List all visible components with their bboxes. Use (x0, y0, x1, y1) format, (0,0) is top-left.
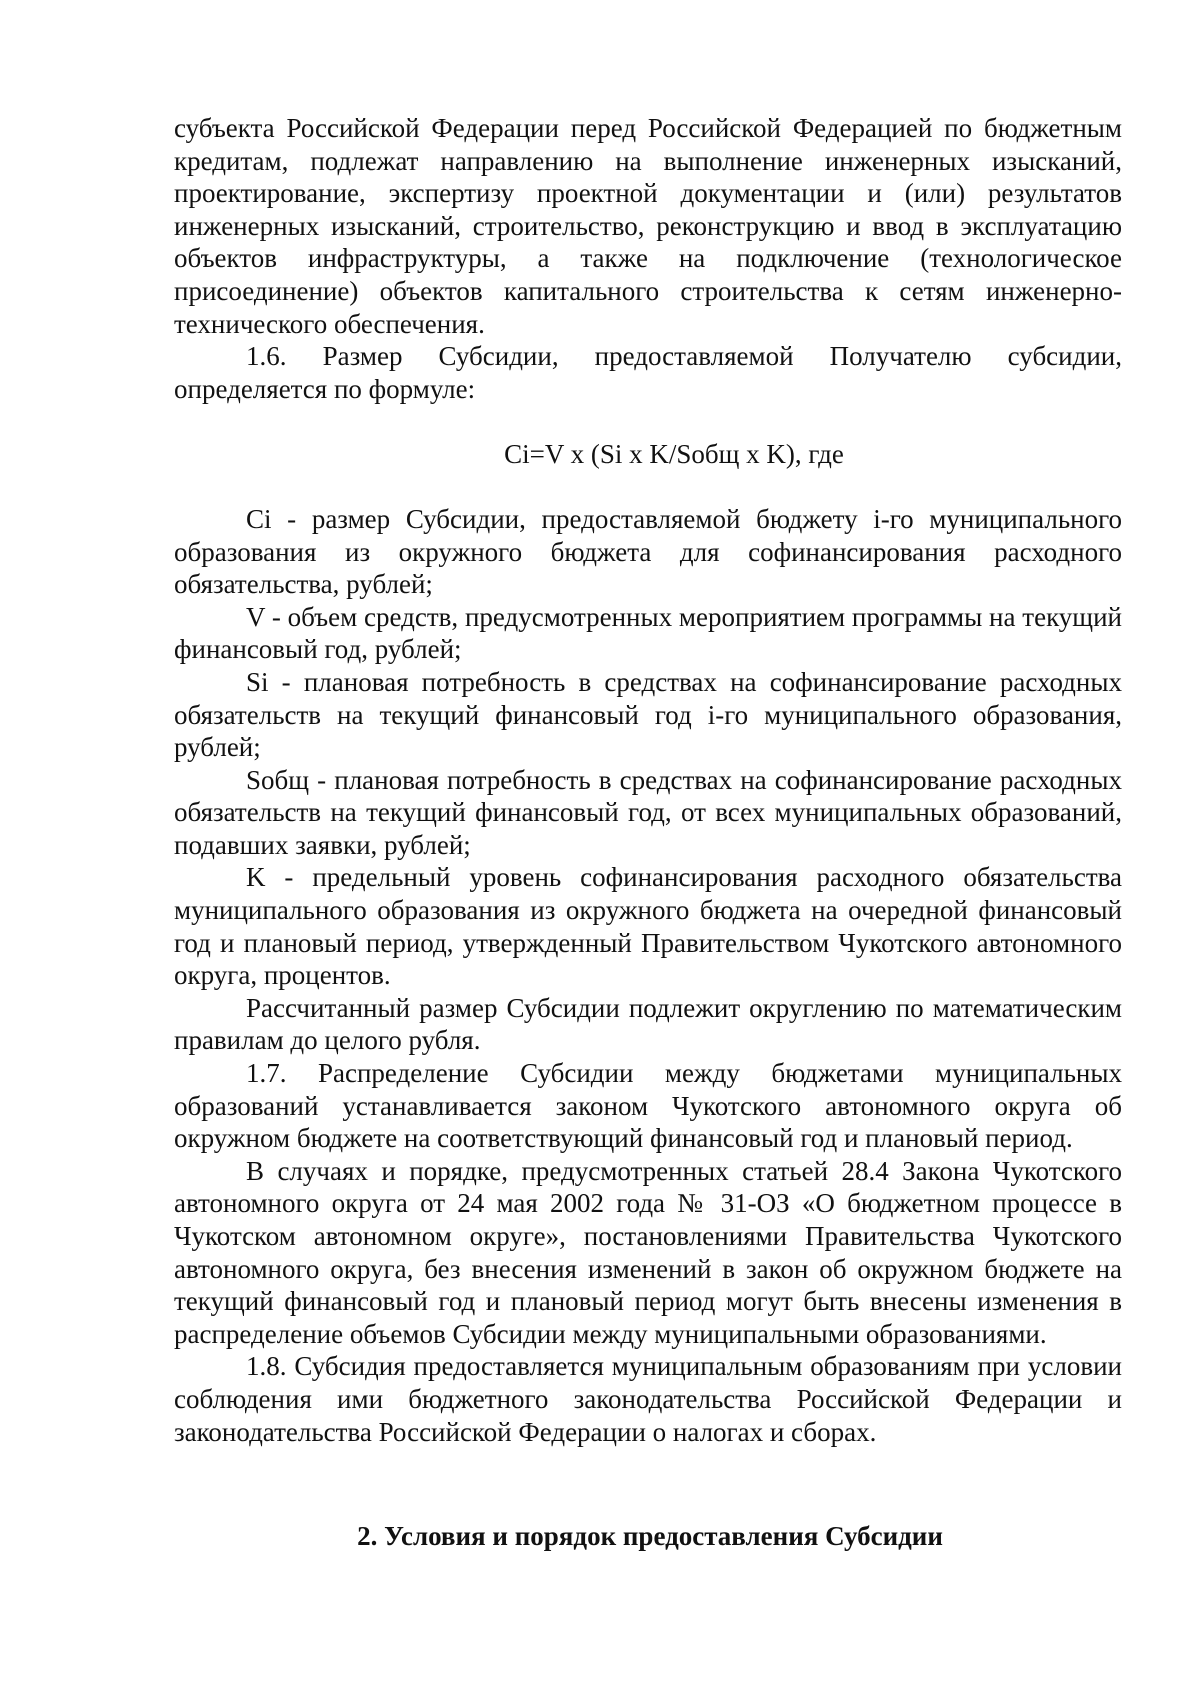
definition-sobsh: Sобщ - плановая потребность в средствах на софинансирование расходных обязательств на текущий финансовый год, от всех муниципальных образований, подавших заявки, рублей; (174, 764, 1122, 860)
document-page (174, 112, 1122, 1553)
paragraph-redistribution: В случаях и порядке, предусмотренных статьей 28.4 Закона Чукотского автономного округа от 24 мая 2002 года № 31-ОЗ «О бюджетном процессе в Чукотском автономном округе», постановлениями Правительства Чукотского автономного округа, без внесения изменений в закон об окружном бюджете на текущий финансовый год и плановый период могут быть внесены изменения в распределение объемов Субсидии между муниципальными образованиями. (174, 1155, 1122, 1349)
definition-si: Si - плановая потребность в средствах на софинансирование расходных обязательств на текущий финансовый год i-го муниципального образования, рублей; (174, 666, 1122, 763)
section-heading-2: 2. Условия и порядок предоставления Субсидии (357, 1521, 943, 1552)
subsidy-formula: Ci=V x (Si x K/Sобщ x K), где (504, 439, 844, 470)
paragraph-1-7: 1.7. Распределение Субсидии между бюджетами муниципальных образований устанавливается законом Чукотского автономного округа об окружном бюджете на соответствующий финансовый год и плановый период. (174, 1058, 1122, 1154)
definition-v: V - объем средств, предусмотренных мероприятием программы на текущий финансовый год, рублей; (174, 601, 1122, 665)
paragraph-1-8: 1.8. Субсидия предоставляется муниципальным образованиям при условии соблюдения ими бюджетного законодательства Российской Федерации и законодательства Российской Федерации о налогах и сборах. (174, 1351, 1122, 1447)
paragraph-continuation: субъекта Российской Федерации перед Российской Федерацией по бюджетным кредитам, подлежат направлению на выполнение инженерных изысканий, проектирование, экспертизу проектной документации и (или) результатов инженерных изысканий, строительство, реконструкцию и ввод в эксплуатацию объектов инфраструктуры, а также на подключение (технологическое присоединение) объектов капитального строительства к сетям инженерно-технического обеспечения. (174, 113, 1122, 339)
paragraph-rounding: Рассчитанный размер Субсидии подлежит округлению по математическим правилам до целого рубля. (174, 992, 1122, 1056)
definition-k: K - предельный уровень софинансирования расходного обязательства муниципального образования из окружного бюджета на очередной финансовый год и плановый период, утвержденный Правительством Чукотского автономного округа, процентов. (174, 862, 1122, 991)
paragraph-1-6: 1.6. Размер Субсидии, предоставляемой Получателю субсидии, определяется по формуле: (174, 341, 1122, 404)
definition-ci: Ci - размер Субсидии, предоставляемой бюджету i-го муниципального образования из окружного бюджета для софинансирования расходного обязательства, рублей; (174, 503, 1122, 600)
